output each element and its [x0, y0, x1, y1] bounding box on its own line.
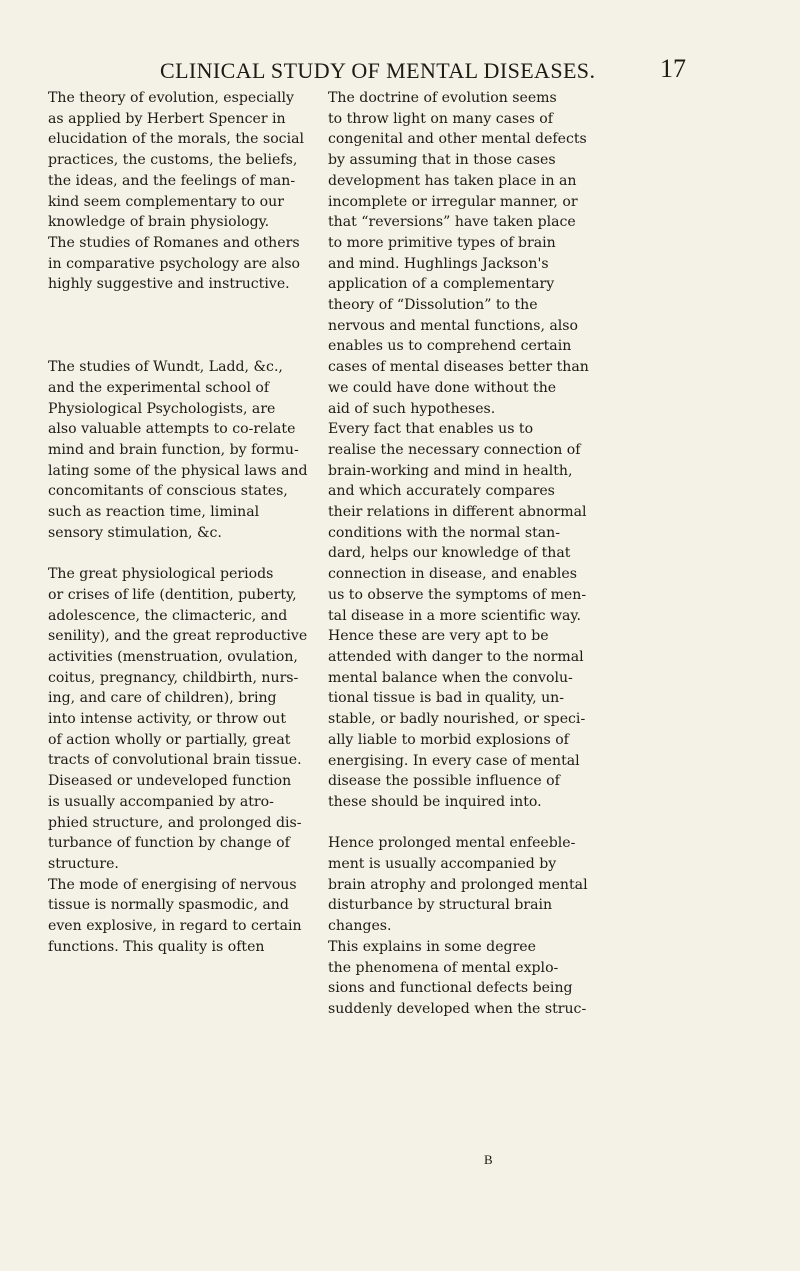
paragraph-gap [328, 813, 614, 834]
text-line: cases of mental diseases better than [328, 359, 589, 376]
text-line: is usually accompanied by atro- [48, 793, 274, 810]
text-line: coitus, pregnancy, childbirth, nurs- [48, 669, 299, 686]
signature-mark: B [484, 1152, 493, 1167]
text-line: realise the necessary connection of [328, 441, 581, 458]
text-line: The mode of energising of nervous [48, 876, 297, 893]
text-line: kind seem complementary to our [48, 193, 284, 210]
text-line: lating some of the physical laws and [48, 462, 308, 479]
text-line: in comparative psychology are also [48, 255, 301, 272]
text-line: concomitants of conscious states, [48, 483, 288, 500]
text-line: suddenly developed when the struc- [328, 1000, 587, 1017]
text-line: ment is usually accompanied by [328, 856, 557, 872]
text-line: the phenomena of mental explo- [328, 959, 559, 976]
text-line: The great physiological periods [48, 566, 274, 583]
text-line: This explains in some degree [328, 938, 536, 955]
text-line: brain atrophy and prolonged mental [328, 876, 588, 893]
text-line: to throw light on many cases of [328, 110, 554, 127]
text-line: also valuable attempts to co-relate [48, 421, 296, 438]
text-line: mental balance when the convolu- [328, 669, 573, 686]
text-line: turbance of function by change of [48, 835, 290, 852]
text-line: elucidation of the morals, the social [48, 131, 304, 148]
text-line: highly suggestive and instructive. [48, 276, 290, 293]
text-line: Hence these are very apt to be [328, 628, 549, 645]
text-line: knowledge of brain physiology. [48, 214, 270, 231]
text-line: functions. This quality is often [48, 938, 265, 955]
page-number: 17 [660, 54, 686, 83]
text-line: theory of “Dissolution” to the [328, 297, 538, 314]
text-line: changes. [328, 918, 392, 935]
text-line: incomplete or irregular manner, or [328, 193, 578, 210]
text-line: phied structure, and prolonged dis- [48, 814, 302, 831]
text-line: ally liable to morbid explosions of [328, 731, 569, 748]
text-line: The studies of Romanes and others [48, 234, 300, 251]
right-column [328, 88, 614, 1020]
text-line: disease the possible influence of [328, 773, 560, 790]
text-line: to more primitive types of brain [328, 234, 556, 251]
text-line: energising. In every case of mental [328, 752, 580, 769]
text-line: ing, and care of children), bring [48, 690, 277, 707]
text-line: sions and functional defects being [328, 980, 573, 997]
text-line: practices, the customs, the beliefs, [48, 152, 298, 169]
text-line: even explosive, in regard to certain [48, 918, 302, 935]
text-line: The doctrine of evolution seems [328, 90, 557, 106]
paragraph-gap [48, 316, 334, 337]
text-line: or crises of life (dentition, puberty, [48, 586, 297, 603]
paragraph-gap [48, 295, 334, 316]
text-line: mind and brain function, by formu- [48, 441, 299, 458]
text-line: enables us to comprehend certain [328, 338, 572, 355]
text-line: the ideas, and the feelings of man- [48, 172, 296, 189]
text-line: their relations in different abnormal [328, 504, 587, 521]
paragraph-gap [48, 336, 334, 357]
text-line: Hence prolonged mental enfeeble- [328, 835, 576, 852]
text-line: and mind. Hughlings Jackson's [328, 255, 549, 272]
text-line: connection in disease, and enables [328, 566, 577, 583]
text-line: structure. [48, 855, 119, 872]
text-line: The studies of Wundt, Ladd, &c., [48, 359, 283, 376]
text-line: attended with danger to the normal [328, 648, 584, 665]
text-line: senility), and the great reproductive [48, 628, 308, 645]
text-line: Diseased or undeveloped function [48, 773, 292, 790]
text-line: aid of such hypotheses. [328, 400, 496, 417]
page-header [0, 52, 800, 92]
text-line: adolescence, the climacteric, and [48, 607, 288, 624]
text-line: disturbance by structural brain [328, 897, 553, 914]
text-line: tracts of convolutional brain tissue. [48, 752, 302, 769]
text-line: that “reversions” have taken place [328, 214, 576, 231]
text-line: The theory of evolution, especially [48, 90, 295, 106]
text-line: activities (menstruation, ovulation, [48, 648, 298, 665]
text-line: conditions with the normal stan- [328, 524, 560, 541]
text-line: we could have done without the [328, 379, 557, 396]
text-line: development has taken place in an [328, 172, 577, 189]
running-head: CLINICAL STUDY OF MENTAL DISEASES. [160, 58, 596, 83]
text-line: dard, helps our knowledge of that [328, 545, 571, 562]
text-line: sensory stimulation, &c. [48, 524, 222, 541]
text-line: of action wholly or partially, great [48, 731, 291, 748]
text-line: us to observe the symptoms of men- [328, 586, 587, 603]
text-line: tal disease in a more scientific way. [328, 607, 581, 624]
text-line: and the experimental school of [48, 379, 270, 396]
text-line: into intense activity, or throw out [48, 711, 287, 728]
text-line: application of a complementary [328, 276, 555, 293]
text-line: stable, or badly nourished, or speci- [328, 711, 586, 728]
text-line: and which accurately compares [328, 483, 555, 500]
text-line: nervous and mental functions, also [328, 317, 579, 334]
text-line: these should be inquired into. [328, 793, 542, 810]
paragraph-gap [48, 543, 334, 564]
text-line: Every fact that enables us to [328, 421, 534, 438]
text-line: brain-working and mind in health, [328, 462, 573, 479]
text-line: such as reaction time, liminal [48, 504, 260, 521]
text-line: tional tissue is bad in quality, un- [328, 690, 565, 707]
text-line: as applied by Herbert Spencer in [48, 110, 286, 127]
left-column [48, 88, 334, 957]
text-line: congenital and other mental defects [328, 131, 587, 148]
text-line: Physiological Psychologists, are [48, 400, 276, 417]
text-line: by assuming that in those cases [328, 152, 556, 169]
text-line: tissue is normally spasmodic, and [48, 897, 289, 914]
